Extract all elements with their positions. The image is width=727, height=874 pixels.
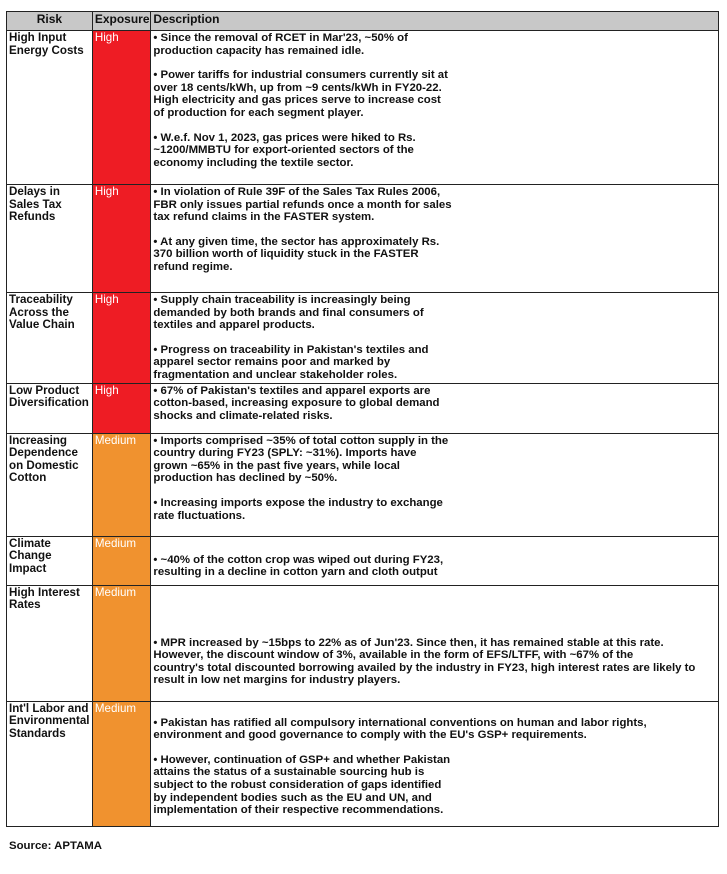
description-line: • Increasing imports expose the industry to exchange (153, 496, 443, 509)
description-paragraph (153, 69, 716, 119)
description-line: • Supply chain traceability is increasingly being (153, 294, 411, 306)
description-line: • W.e.f. Nov 1, 2023, gas prices were hiked to Rs. (153, 131, 416, 144)
description-line: demanded by both brands and final consumers of (153, 306, 424, 319)
table-row (7, 293, 719, 384)
description-line: attains the status of a sustainable sourcing hub is (153, 766, 425, 779)
description-line: country during FY23 (SPLY: ~31%). Imports have (153, 447, 417, 460)
risk-name: Traceability Across the Value Chain (7, 293, 93, 384)
description-paragraph (153, 637, 716, 687)
table-body (7, 31, 719, 827)
description-line: • Since the removal of RCET in Mar'23, ~50% of (153, 32, 408, 44)
risk-name: Low Product Diversification (7, 383, 93, 433)
table-row (7, 585, 719, 701)
description-line: FBR only issues partial refunds once a month for sales (153, 198, 452, 211)
description-line: resulting in a decline in cotton yarn and cloth output (153, 566, 438, 579)
description-line: fragmentation and unclear stakeholder roles. (153, 368, 398, 381)
description-line: cotton-based, increasing exposure to global demand (153, 397, 440, 410)
description-line: subject to the robust consideration of gaps identified (153, 778, 442, 791)
risk-name: Increasing Dependence on Domestic Cotton (7, 433, 93, 536)
description-paragraph (153, 32, 716, 57)
description-line: • At any given time, the sector has approximately Rs. (153, 235, 440, 248)
description-line: refund regime. (153, 260, 233, 273)
table-row (7, 433, 719, 536)
risk-description (151, 701, 719, 826)
risk-name: Delays in Sales Tax Refunds (7, 185, 93, 293)
risk-name: Climate Change Impact (7, 536, 93, 585)
description-line: • In violation of Rule 39F of the Sales Tax Rules 2006, (153, 186, 441, 198)
description-line: • Imports comprised ~35% of total cotton supply in the (153, 434, 449, 447)
header-risk: Risk (7, 12, 93, 31)
description-line: environment and good governance to comply with the EU's GSP+ requirements. (153, 729, 587, 742)
description-line: result in low net margins for industry players. (153, 674, 401, 687)
description-line: • Progress on traceability in Pakistan's textiles and (153, 343, 429, 356)
description-line: ~1200/MMBTU for export-oriented sectors of the (153, 144, 414, 157)
header-description: Description (151, 12, 719, 31)
description-line: • Power tariffs for industrial consumers currently sit at (153, 69, 448, 82)
table-row (7, 383, 719, 433)
risk-name: High Input Energy Costs (7, 31, 93, 185)
risk-description (151, 585, 719, 701)
description-paragraph (153, 132, 716, 170)
description-paragraph (153, 435, 716, 485)
exposure-level: Medium (92, 536, 151, 585)
description-line: grown ~65% in the past five years, while local (153, 459, 400, 472)
exposure-level: High (92, 293, 151, 384)
description-paragraph (153, 497, 716, 522)
risk-description (151, 433, 719, 536)
description-line: • 67% of Pakistan's textiles and apparel exports are (153, 384, 431, 397)
exposure-level: High (92, 31, 151, 185)
exposure-level: High (92, 383, 151, 433)
risk-description (151, 383, 719, 433)
exposure-level: High (92, 185, 151, 293)
description-line: shocks and climate-related risks. (153, 409, 333, 422)
description-paragraph (153, 385, 716, 423)
header-row (7, 12, 719, 31)
header-exposure: Exposure (92, 12, 151, 31)
risk-description (151, 536, 719, 585)
description-paragraph (153, 186, 716, 224)
description-paragraph (153, 236, 716, 274)
table-row (7, 536, 719, 585)
description-line: • ~40% of the cotton crop was wiped out during FY23, (153, 553, 444, 566)
description-line: over 18 cents/kWh, up from ~9 cents/kWh in FY20-22. (153, 81, 442, 94)
exposure-level: Medium (92, 701, 151, 826)
description-paragraph (153, 344, 716, 382)
description-paragraph (153, 294, 716, 332)
description-paragraph (153, 754, 716, 817)
risk-name: High Interest Rates (7, 585, 93, 701)
exposure-level: Medium (92, 585, 151, 701)
description-line: tax refund claims in the FASTER system. (153, 211, 375, 224)
description-line: • MPR increased by ~15bps to 22% as of Jun'23. Since then, it has remained stable at this rate. (153, 636, 664, 649)
description-line: rate fluctuations. (153, 509, 246, 522)
description-line: However, the discount window of 3%, available in the form of EFS/LTFF, with ~67% of the (153, 649, 634, 662)
source-note: Source: APTAMA (9, 840, 103, 852)
exposure-level: Medium (92, 433, 151, 536)
risk-description (151, 185, 719, 293)
risk-description (151, 31, 719, 185)
table-row (7, 31, 719, 185)
description-paragraph (153, 554, 716, 579)
risk-name: Int'l Labor and Environmental Standards (7, 701, 93, 826)
description-line: 370 billion worth of liquidity stuck in the FASTER (153, 248, 419, 261)
description-line: by independent bodies such as the EU and UN, and (153, 791, 432, 804)
description-line: production has declined by ~50%. (153, 472, 338, 485)
description-line: High electricity and gas prices serve to increase cost (153, 94, 441, 107)
table-row (7, 185, 719, 293)
description-line: • Pakistan has ratified all compulsory international conventions on human and labor rights, (153, 716, 647, 729)
description-line: textiles and apparel products. (153, 319, 315, 332)
risk-description (151, 293, 719, 384)
table-row (7, 701, 719, 826)
description-line: implementation of their respective recommendations. (153, 804, 444, 817)
risk-table (6, 11, 719, 827)
description-line: economy including the textile sector. (153, 156, 354, 169)
description-line: of production for each segment player. (153, 106, 364, 119)
description-line: country's total discounted borrowing availed by the industry in FY23, high interest rates are likely to (153, 661, 696, 674)
description-paragraph (153, 717, 716, 742)
description-line: production capacity has remained idle. (153, 44, 365, 57)
description-line: • However, continuation of GSP+ and whether Pakistan (153, 753, 451, 766)
description-line: apparel sector remains poor and marked by (153, 356, 391, 369)
